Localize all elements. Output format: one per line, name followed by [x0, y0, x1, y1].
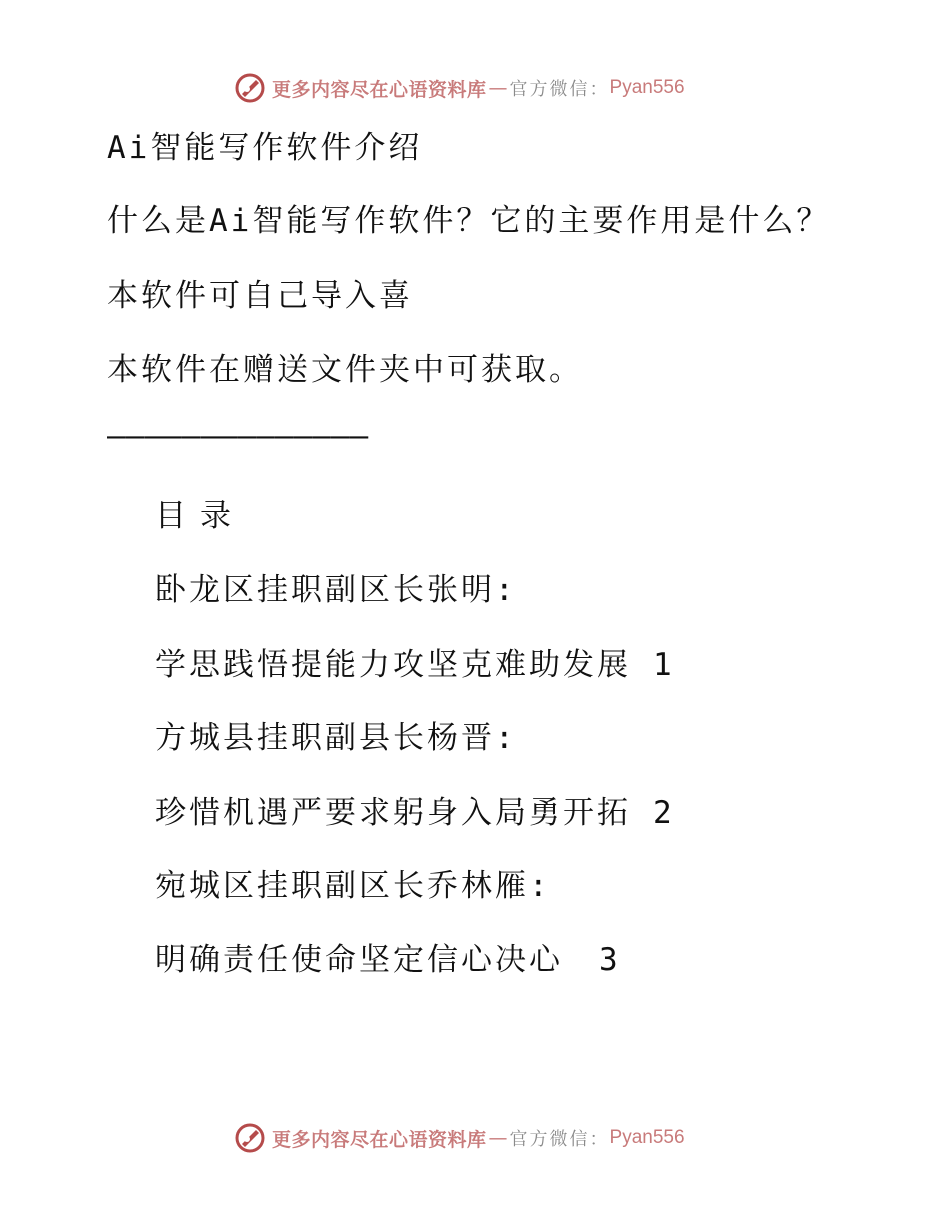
- banner-label: 官方微信：: [509, 1129, 610, 1150]
- banner-text: 更多内容尽在心语资料库: [272, 78, 487, 101]
- pen-circle-logo-icon: [234, 1122, 266, 1154]
- banner-dash: —: [488, 1127, 508, 1149]
- banner-text: 更多内容尽在心语资料库: [272, 1128, 487, 1151]
- toc-author: 卧龙区挂职副区长张明:: [155, 572, 517, 608]
- doc-question: 什么是Ai智能写作软件？它的主要作用是什么？: [107, 203, 831, 239]
- toc-page-number: 1: [653, 647, 672, 683]
- toc-entry[interactable]: [155, 793, 672, 833]
- toc-heading: 目录: [155, 498, 245, 534]
- toc-entry-title: 明确责任使命坚定信心决心: [155, 942, 563, 978]
- pen-circle-logo-icon: [234, 72, 266, 104]
- doc-line-import: 本软件可自己导入喜: [107, 278, 413, 314]
- footer-banner: [0, 1120, 950, 1160]
- banner-brand: Pyan556: [609, 77, 685, 98]
- banner-brand: Pyan556: [609, 1127, 685, 1148]
- toc-author: 宛城区挂职副区长乔林雁:: [155, 868, 551, 904]
- toc-page-number: 2: [653, 795, 672, 831]
- toc-page-number: 3: [599, 942, 618, 978]
- separator-line: ——————————————: [107, 418, 369, 454]
- toc-entry[interactable]: [155, 940, 618, 980]
- toc-author: 方城县挂职副县长杨晋:: [155, 720, 517, 756]
- toc-entry-title: 学思践悟提能力攻坚克难助发展: [155, 647, 631, 683]
- header-banner: [0, 70, 950, 110]
- doc-title: Ai智能写作软件介绍: [107, 130, 423, 166]
- banner-label: 官方微信：: [509, 79, 610, 100]
- banner-dash: —: [488, 77, 508, 99]
- toc-entry[interactable]: [155, 645, 672, 685]
- doc-line-obtain: 本软件在赠送文件夹中可获取。: [107, 352, 583, 388]
- toc-entry-title: 珍惜机遇严要求躬身入局勇开拓: [155, 795, 631, 831]
